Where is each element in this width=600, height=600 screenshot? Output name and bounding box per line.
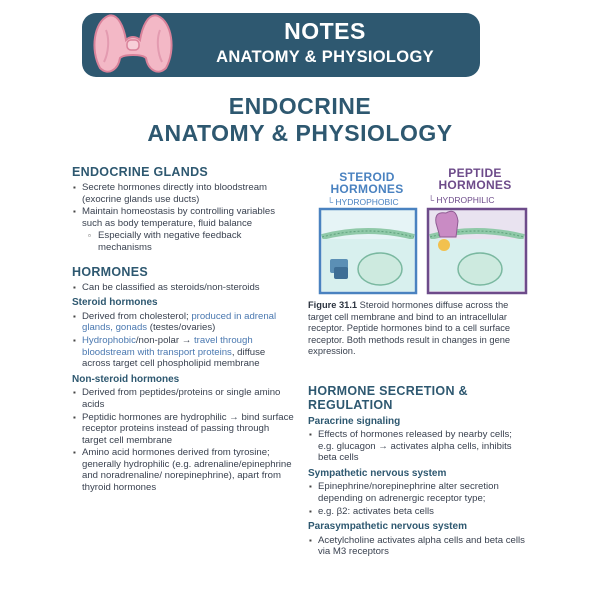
caption-label: Figure 31.1 xyxy=(308,300,358,310)
hormone-cell-diagram xyxy=(318,207,532,295)
paracrine-heading: Paracrine signaling xyxy=(308,415,401,427)
list-item: ▪ Acetylcholine activates alpha cells and beta cells via M3 receptors xyxy=(308,535,530,558)
text: , diffuse across target cell phospholipid membrane xyxy=(82,346,266,370)
list-item: ▪ e.g. β2: activates beta cells xyxy=(308,506,530,518)
nonsteroid-list xyxy=(72,387,294,493)
text: HYDROPHOBIC xyxy=(335,197,399,207)
list-item: ▪ Maintain homeostasis by controlling variables such as body temperature, fluid balance xyxy=(72,206,294,229)
steroid-heading: Steroid hormones xyxy=(72,297,158,309)
hydrophobic-label: └ HYDROPHOBIC xyxy=(327,197,399,207)
list-item: ▪ Secrete hormones directly into bloodstream (exocrine glands use ducts) xyxy=(72,182,294,205)
highlight-text: produced in adrenal glands, gonads xyxy=(82,310,277,334)
highlight-text: travel through bloodstream with transport proteins xyxy=(82,334,253,358)
list-item: ▪ Can be classified as steroids/non-steroids xyxy=(72,282,294,294)
banner-title: NOTES xyxy=(284,18,366,44)
steroid-hormones-label: STEROID HORMONES xyxy=(330,170,404,196)
hormones-list xyxy=(72,282,294,294)
parasympathetic-list xyxy=(308,535,530,558)
text: (testes/ovaries) xyxy=(147,322,216,334)
caption-text: Steroid hormones diffuse across the target cell membrane and bind to an intracellular receptor. Peptide hormones bind to a cell surface receptor. Both methods result in changes in gene expression. xyxy=(308,300,511,356)
page-title-line2: ANATOMY & PHYSIOLOGY xyxy=(147,120,453,146)
hormones-heading: HORMONES xyxy=(72,264,149,279)
paracrine-list xyxy=(308,429,530,464)
text: /non-polar → xyxy=(135,334,194,346)
figure-caption xyxy=(308,300,530,358)
page-title-line1: ENDOCRINE xyxy=(228,93,372,119)
right-column xyxy=(308,300,530,559)
glands-heading: ENDOCRINE GLANDS xyxy=(72,165,209,179)
list-item: ▪ Epinephrine/norepinephrine alter secretion depending on adrenergic receptor type; xyxy=(308,481,530,504)
left-column xyxy=(72,165,294,495)
list-item: ▪ Peptidic hormones are hydrophilic → bind surface receptor proteins instead of passing through target cell membrane xyxy=(72,412,294,447)
nonsteroid-heading: Non-steroid hormones xyxy=(72,373,180,385)
banner-subtitle: ANATOMY & PHYSIOLOGY xyxy=(216,48,434,66)
sympathetic-heading: Sympathetic nervous system xyxy=(308,467,447,479)
list-item: ▪ Amino acid hormones derived from tyrosine; generally hydrophilic (e.g. adrenaline/epinephrine and noradrenaline/ norepinephrine), apart from thyroid hormones xyxy=(72,447,294,493)
list-item xyxy=(72,311,294,334)
sympathetic-list xyxy=(308,481,530,517)
text: Derived from cholesterol; xyxy=(82,310,192,322)
hydrophilic-label: └ HYDROPHILIC xyxy=(428,195,495,205)
list-item xyxy=(72,335,294,370)
thyroid-gland-icon xyxy=(88,10,178,78)
list-subitem: ▫ Especially with negative feedback mechanisms xyxy=(72,230,294,253)
glands-list xyxy=(72,182,294,254)
steroid-list xyxy=(72,311,294,370)
list-item: ▪ Derived from peptides/proteins or single amino acids xyxy=(72,387,294,410)
list-item: ▪ Effects of hormones released by nearby cells; e.g. glucagon → activates alpha cells, inhibits beta cells xyxy=(308,429,530,464)
parasympathetic-heading: Parasympathetic nervous system xyxy=(308,521,467,533)
highlight-text: Hydrophobic xyxy=(82,334,136,346)
text: HYDROPHILIC xyxy=(436,195,495,205)
secretion-heading: HORMONE SECRETION & REGULATION xyxy=(308,383,468,412)
peptide-hormones-label: PEPTIDE HORMONES xyxy=(438,166,512,192)
